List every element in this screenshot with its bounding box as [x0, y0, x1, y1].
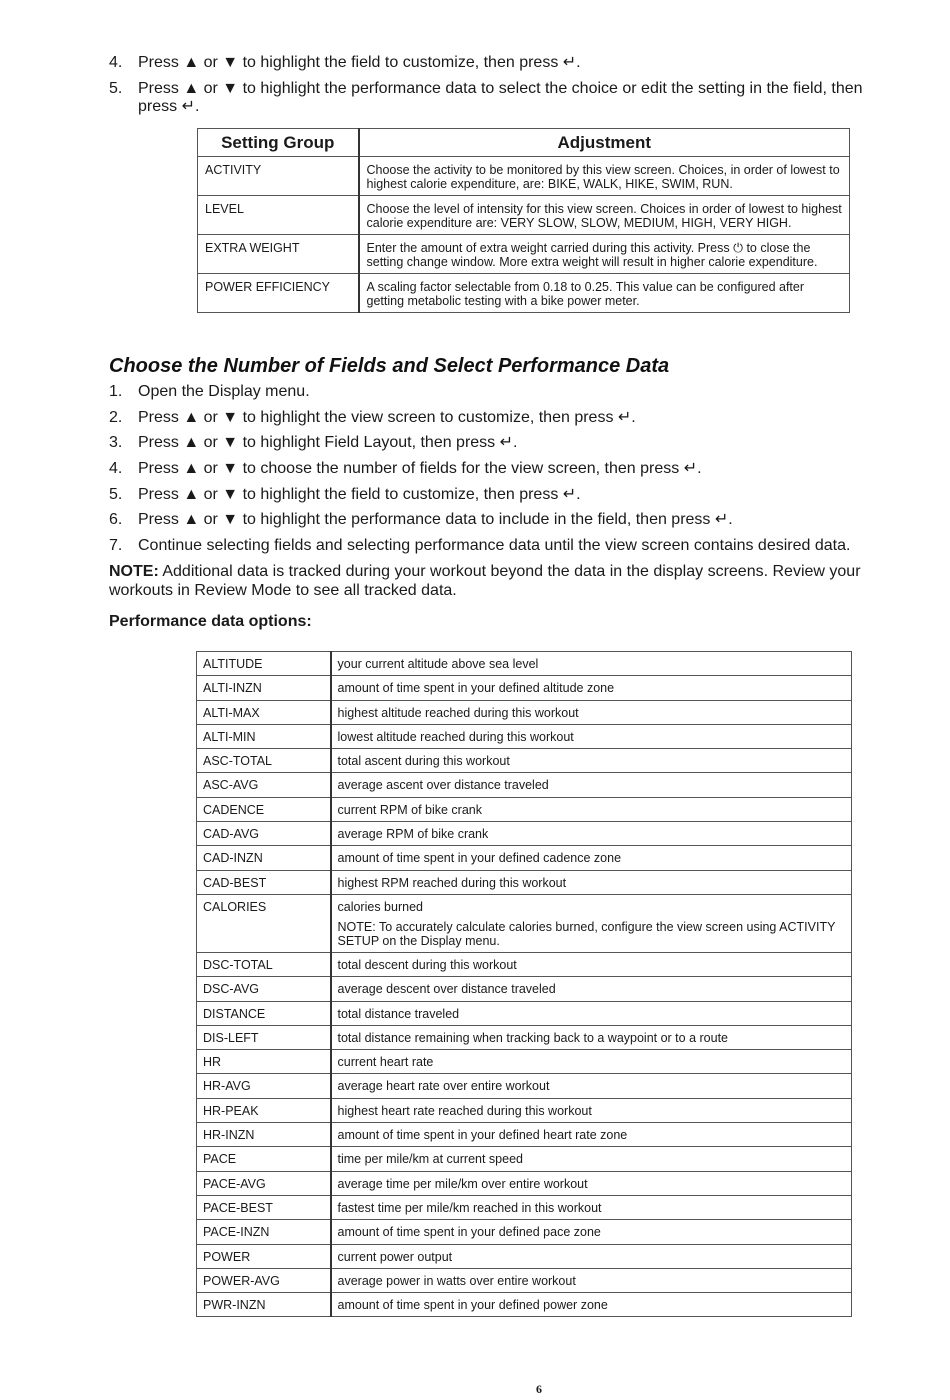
step-text: Press ▲ or ▼ to choose the number of fields for the view screen, then press ↵.: [138, 460, 702, 478]
performance-row: [197, 822, 852, 846]
settings-table-header: [198, 129, 850, 157]
performance-desc-cell: [331, 952, 852, 976]
performance-note: NOTE: To accurately calculate calories burned, configure the view screen using ACTIVITY SETUP on the Display menu.: [337, 919, 836, 948]
performance-desc-cell: [331, 1001, 852, 1025]
step-text: Press ▲ or ▼ to highlight the performance data to select the choice or edit the setting in the field, then press ↵.: [138, 79, 863, 115]
performance-desc: highest RPM reached during this workout: [337, 875, 567, 890]
performance-row: [197, 1268, 852, 1292]
performance-desc: average heart rate over entire workout: [337, 1079, 550, 1094]
step-number: 7.: [109, 537, 123, 555]
performance-desc: time per mile/km at current speed: [337, 1152, 523, 1167]
performance-desc-cell: [331, 1123, 852, 1147]
step-number: 5.: [109, 79, 123, 97]
choose-step: [109, 434, 909, 453]
performance-desc-cell: [331, 652, 852, 676]
performance-key-cell: POWER: [197, 1244, 331, 1268]
setting-group-cell: POWER EFFICIENCY: [198, 274, 359, 313]
performance-key-cell: ALTI-MAX: [197, 700, 331, 724]
performance-desc: total distance traveled: [337, 1006, 460, 1021]
performance-row: [197, 676, 852, 700]
settings-table: [197, 128, 850, 313]
performance-key-cell: ALTI-INZN: [197, 676, 331, 700]
performance-key-cell: POWER-AVG: [197, 1268, 331, 1292]
adjustment-cell: A scaling factor selectable from 0.18 to 0.25. This value can be configured after getting metabolic testing with a bike power meter.: [359, 274, 850, 313]
performance-key-cell: PACE-INZN: [197, 1220, 331, 1244]
performance-desc-cell: [331, 1025, 852, 1049]
performance-desc: average RPM of bike crank: [337, 827, 489, 842]
performance-row: [197, 700, 852, 724]
performance-desc: highest altitude reached during this workout: [337, 705, 579, 720]
performance-desc: fastest time per mile/km reached in this workout: [337, 1200, 602, 1215]
header-adjustment: Adjustment: [359, 129, 850, 157]
performance-key-cell: DSC-TOTAL: [197, 952, 331, 976]
performance-row: [197, 1050, 852, 1074]
performance-desc-cell: [331, 1147, 852, 1171]
step-number: 4.: [109, 54, 123, 71]
performance-key-cell: CAD-AVG: [197, 822, 331, 846]
performance-desc-cell: [331, 1050, 852, 1074]
settings-row: [198, 157, 850, 196]
performance-desc: total ascent during this workout: [337, 754, 510, 769]
performance-key-cell: CAD-INZN: [197, 846, 331, 870]
performance-desc-cell: [331, 1098, 852, 1122]
performance-desc-cell: [331, 977, 852, 1001]
step-number: 6.: [109, 511, 123, 529]
step-text: Press ▲ or ▼ to highlight the field to customize, then press ↵.: [138, 485, 581, 503]
step-number: 1.: [109, 383, 123, 400]
performance-key-cell: ASC-TOTAL: [197, 749, 331, 773]
performance-desc-cell: [331, 773, 852, 797]
performance-desc: amount of time spent in your defined pace zone: [337, 1225, 601, 1240]
performance-desc-cell: [331, 822, 852, 846]
choose-step: [109, 383, 909, 402]
performance-key-cell: CADENCE: [197, 797, 331, 821]
choose-step: [109, 511, 909, 530]
adjustment-cell: Choose the activity to be monitored by this view screen. Choices, in order of lowest to highest calorie expenditure, are: BIKE, WALK, HIKE, SWIM, RUN.: [359, 157, 850, 196]
performance-desc-cell: [331, 1171, 852, 1195]
performance-desc-cell: [331, 1195, 852, 1219]
choose-steps-list: [109, 383, 909, 563]
setting-group-cell: LEVEL: [198, 196, 359, 235]
performance-key-cell: ALTITUDE: [197, 652, 331, 676]
performance-desc: amount of time spent in your defined altitude zone: [337, 681, 615, 696]
performance-row: [197, 1074, 852, 1098]
performance-desc-cell: [331, 749, 852, 773]
step-number: 5.: [109, 485, 123, 503]
adjustment-cell: Choose the level of intensity for this view screen. Choices in order of lowest to highest calorie expenditure are: VERY SLOW, SLOW, MEDIUM, HIGH, VERY HIGH.: [359, 196, 850, 235]
performance-key-cell: CAD-BEST: [197, 870, 331, 894]
performance-desc: amount of time spent in your defined heart rate zone: [337, 1128, 628, 1143]
setting-group-cell: EXTRA WEIGHT: [198, 235, 359, 274]
performance-desc: current heart rate: [337, 1055, 434, 1070]
performance-row: [197, 1195, 852, 1219]
top-steps-list: [109, 54, 899, 117]
section-title: Choose the Number of Fields and Select Performance Data: [109, 355, 670, 377]
performance-row: [197, 724, 852, 748]
step-text: Press ▲ or ▼ to highlight the performance data to include in the field, then press ↵.: [138, 511, 733, 529]
settings-row: [198, 235, 850, 274]
performance-row: [197, 1220, 852, 1244]
performance-desc-cell: [331, 1293, 852, 1317]
performance-key-cell: CALORIES: [197, 894, 331, 952]
performance-key-cell: HR: [197, 1050, 331, 1074]
performance-data-table: [196, 651, 852, 1317]
performance-desc: current power output: [337, 1249, 453, 1264]
performance-key-cell: ALTI-MIN: [197, 724, 331, 748]
performance-desc: total distance remaining when tracking back to a waypoint or to a route: [337, 1030, 728, 1045]
performance-desc: average time per mile/km over entire workout: [337, 1176, 588, 1191]
performance-row: [197, 894, 852, 952]
note-label: NOTE:: [109, 563, 159, 580]
performance-desc-cell: [331, 724, 852, 748]
top-step: [109, 80, 899, 117]
performance-row: [197, 977, 852, 1001]
performance-key-cell: HR-PEAK: [197, 1098, 331, 1122]
performance-desc: amount of time spent in your defined power zone: [337, 1298, 608, 1313]
performance-desc: average descent over distance traveled: [337, 982, 556, 997]
performance-key-cell: ASC-AVG: [197, 773, 331, 797]
performance-row: [197, 1147, 852, 1171]
performance-row: [197, 846, 852, 870]
performance-desc: current RPM of bike crank: [337, 802, 482, 817]
performance-row: [197, 749, 852, 773]
step-text: Continue selecting fields and selecting performance data until the view screen contains desired data.: [138, 537, 851, 555]
performance-desc: calories burned: [337, 899, 423, 914]
performance-row: [197, 1098, 852, 1122]
performance-desc-cell: [331, 894, 852, 952]
performance-desc: lowest altitude reached during this workout: [337, 729, 574, 744]
performance-key-cell: PACE: [197, 1147, 331, 1171]
choose-step: [109, 409, 909, 428]
performance-row: [197, 1025, 852, 1049]
performance-row: [197, 797, 852, 821]
settings-row: [198, 196, 850, 235]
performance-key-cell: DIS-LEFT: [197, 1025, 331, 1049]
performance-key-cell: HR-AVG: [197, 1074, 331, 1098]
adjustment-cell: Enter the amount of extra weight carried during this activity. Press ⏻ to close the setting change window. More extra weight will result in higher calorie expenditure.: [359, 235, 850, 274]
settings-row: [198, 274, 850, 313]
performance-row: [197, 1171, 852, 1195]
performance-desc-cell: [331, 846, 852, 870]
performance-key-cell: DISTANCE: [197, 1001, 331, 1025]
choose-step: [109, 537, 909, 556]
performance-desc-cell: [331, 1244, 852, 1268]
step-text: Press ▲ or ▼ to highlight the view screen to customize, then press ↵.: [138, 408, 636, 426]
performance-desc-cell: [331, 1074, 852, 1098]
performance-desc-cell: [331, 870, 852, 894]
performance-desc-cell: [331, 797, 852, 821]
page-number: 6: [536, 1382, 542, 1396]
performance-desc-cell: [331, 1268, 852, 1292]
step-text: Press ▲ or ▼ to highlight the field to customize, then press ↵.: [138, 54, 581, 71]
performance-desc: average power in watts over entire workout: [337, 1273, 576, 1288]
performance-key-cell: PACE-AVG: [197, 1171, 331, 1195]
step-number: 3.: [109, 434, 123, 452]
performance-desc-cell: [331, 676, 852, 700]
performance-desc-cell: [331, 1220, 852, 1244]
performance-row: [197, 1001, 852, 1025]
note-text: Additional data is tracked during your workout beyond the data in the display screens. Review your workouts in Review Mode to see all tracked data.: [109, 563, 861, 599]
performance-row: [197, 952, 852, 976]
step-number: 2.: [109, 408, 123, 426]
choose-step: [109, 486, 909, 505]
performance-desc: average ascent over distance traveled: [337, 778, 549, 793]
performance-desc: amount of time spent in your defined cadence zone: [337, 851, 622, 866]
performance-desc: your current altitude above sea level: [337, 657, 539, 671]
performance-row: [197, 1123, 852, 1147]
performance-data-heading: Performance data options:: [109, 613, 312, 630]
performance-row: [197, 870, 852, 894]
step-number: 4.: [109, 460, 123, 478]
performance-key-cell: HR-INZN: [197, 1123, 331, 1147]
performance-row: [197, 1244, 852, 1268]
performance-desc: highest heart rate reached during this workout: [337, 1103, 592, 1118]
note-paragraph: [109, 563, 914, 600]
choose-step: [109, 460, 909, 479]
header-setting-group: Setting Group: [198, 129, 359, 157]
performance-desc: total descent during this workout: [337, 957, 517, 972]
performance-desc-cell: [331, 700, 852, 724]
performance-key-cell: PACE-BEST: [197, 1195, 331, 1219]
performance-key-cell: PWR-INZN: [197, 1293, 331, 1317]
top-step: [109, 54, 899, 73]
performance-row: [197, 652, 852, 676]
step-text: Open the Display menu.: [138, 383, 310, 400]
setting-group-cell: ACTIVITY: [198, 157, 359, 196]
performance-row: [197, 1293, 852, 1317]
step-text: Press ▲ or ▼ to highlight Field Layout, then press ↵.: [138, 434, 518, 452]
performance-key-cell: DSC-AVG: [197, 977, 331, 1001]
performance-row: [197, 773, 852, 797]
